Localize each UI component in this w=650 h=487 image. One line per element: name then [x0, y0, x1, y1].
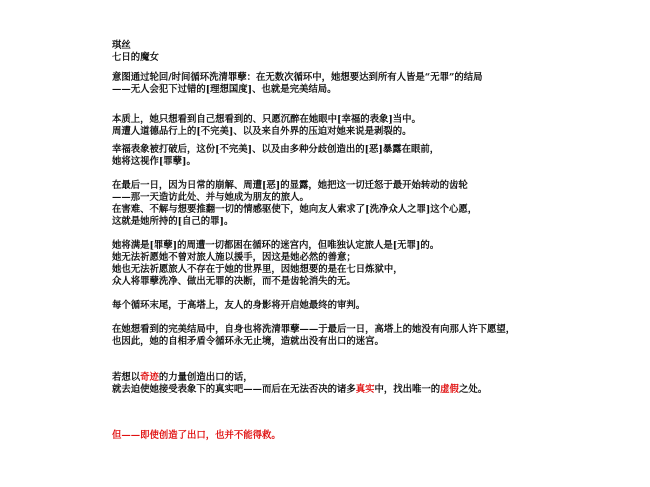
truth-highlight: 真实: [355, 384, 375, 395]
intent-line-1: 意图通过轮回/时间循环洗清罪孽：在无数次循环中，她想要达到所有人皆是“无罪”的结局: [112, 72, 483, 83]
document-subtitle: 七日的魔女: [112, 52, 159, 63]
paragraph-1-line-2: 周遭人道德品行上的[不完美]、以及来自外界的压迫对她来说是剥裂的。: [112, 126, 412, 137]
paragraph-7-line-2-text-a: 就去迫使她接受表象下的真实吧——而后在无法否决的诸多: [112, 384, 356, 395]
final-warning: 但——即使创造了出口，也并不能得救。: [112, 430, 281, 441]
paragraph-2-line-1: 幸福表象被打破后，这份[不完美]、以及由多种分歧创造出的[恶]暴露在眼前，: [112, 144, 440, 155]
paragraph-6-line-1: 在她想看到的完美结局中，自身也将洗清罪孽——于最后一日，高塔上的她没有向那人许下愿望，: [112, 324, 516, 335]
paragraph-5-line-1: 每个循环末尾，于高塔上，友人的身影将开启她最终的审判。: [112, 300, 366, 311]
paragraph-7-line-2-text-c: 之处。: [458, 384, 488, 395]
paragraph-7-line-1-text-b: 的力量创造出口的话，: [158, 372, 253, 383]
paragraph-3-line-2: ——那一天造访此处、并与她成为朋友的旅人。: [112, 192, 309, 203]
paragraph-7-line-2: [112, 384, 632, 396]
paragraph-3-line-1: 在最后一日，因为日常的崩解、周遭[恶]的显露，她把这一切迁怒于最开始转动的齿轮: [112, 180, 468, 191]
author-name: 琪丝: [112, 40, 131, 51]
miracle-highlight: 奇迹: [140, 372, 159, 383]
paragraph-7-line-1-text-a: 若想以: [112, 372, 141, 383]
paragraph-2-line-2: 她将这视作[罪孽]。: [112, 156, 196, 167]
paragraph-4-line-3: 她也无法祈愿旅人不存在于她的世界里，因她想要的是在七日炼狱中，: [112, 264, 403, 275]
paragraph-6-line-2: 也因此，她的自相矛盾令循环永无止境，造就出没有出口的迷宫。: [112, 336, 384, 347]
paragraph-4-line-1: 她将满是[罪孽]的周遭一切都困在循环的迷宫内，但唯独认定旅人是[无罪]的。: [112, 240, 440, 251]
paragraph-4-line-4: 众人将罪孽洗净、做出无罪的决断，而不是齿轮消失的无。: [112, 276, 356, 287]
paragraph-7-line-1: [112, 372, 632, 384]
document-page: [112, 40, 632, 442]
paragraph-3-line-3: 在害难、不解与想要推翻一切的情感驱使下，她向友人索求了[洗净众人之罪]这个心愿，: [112, 204, 478, 215]
falsehood-highlight: 虚假: [440, 384, 459, 395]
paragraph-1-line-1: 本质上，她只想看到自己想看到的、只愿沉醉在她眼中[幸福的表象]当中。: [112, 114, 421, 125]
intent-line-2: ——无人会犯下过错的[理想国度]、也就是完美结局。: [112, 84, 337, 95]
paragraph-7-line-2-text-b: 中，找出唯一的: [374, 384, 441, 395]
paragraph-4-line-2: 她无法祈愿她不曾对旅人施以援手，因这是她必然的善意；: [112, 252, 356, 263]
paragraph-3-line-4: 这就是她所持的[自己的罪]。: [112, 216, 234, 227]
